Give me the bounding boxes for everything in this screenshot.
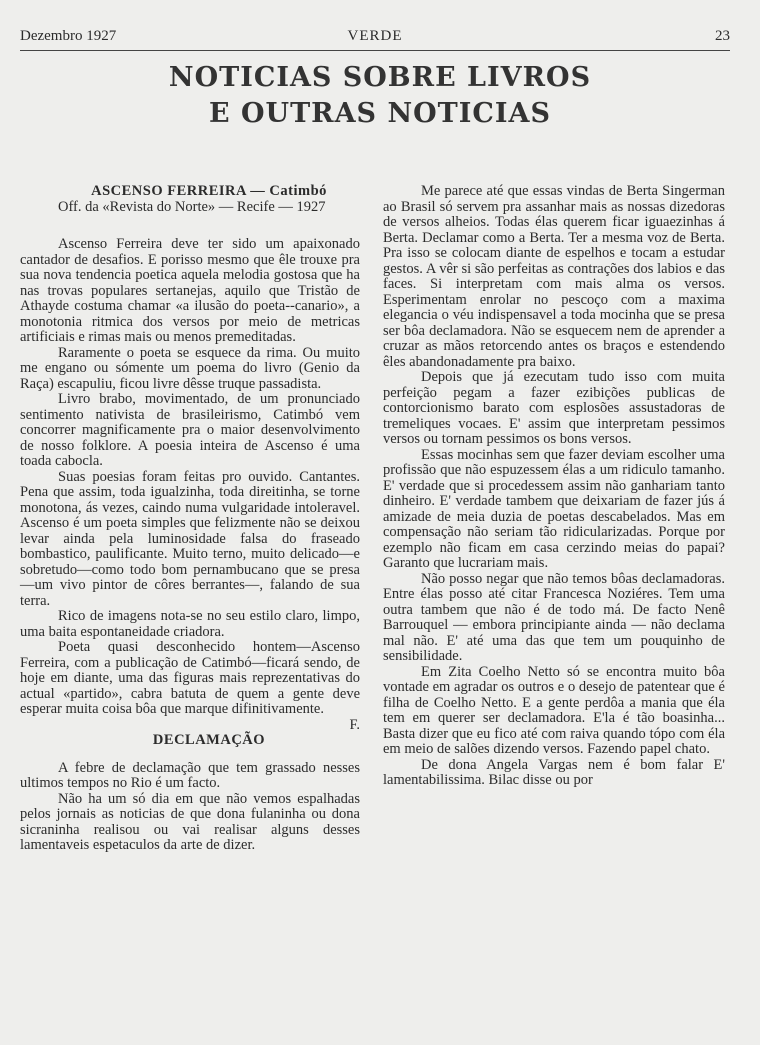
right-column — [383, 184, 725, 789]
title-line-2: E OUTRAS NOTICIAS — [209, 98, 551, 129]
review-paragraph: Livro brabo, movimentado, de um pronunciado sentimento nativista de brasileirismo, Catimbó vem concorrer magnificamente pra o maior desenvolvimento de nosso folklore. A poesia inteira de Ascenso é uma toada cabocla. — [20, 391, 360, 469]
running-head — [20, 26, 730, 51]
page-title — [0, 60, 760, 132]
declamacao-paragraph: Me parece até que essas vindas de Berta Singerman ao Brasil só servem pra assanhar mais as nossas dizedoras de versos alheios. Todas élas querem ficar iguaezinhas á Berta. Declamar como a Berta. Ter a mesma voz de Berta. Pra isso se colocam diante de espelhos e tocam a estudar gestos. A vêr si são perfeitas as contrações dos labios e das faces. Si interpretam com mais alma os versos. Esperimentam enrolar no pescoço com a maxima elegancia o véu indispensavel a toda mocinha que se presa ser bôa declamadora. Não se esquecem nem de aprender a cruzar as mãos retorcendo antes os braços e estendendo êles abandonadamente pra baixo. — [383, 183, 725, 370]
declamacao-paragraph: Não ha um só dia em que não vemos espalhadas pelos jornais as noticias de que dona fulaninha ou dona sicraninha realisou ou vai realisar alguns desses lamentaveis espetaculos da arte de dizer. — [20, 790, 360, 853]
review-paragraph: Raramente o poeta se esquece da rima. Ou muito me engano ou sómente um poema do livro (Genio da Raça) escapuliu, ficou livre dêsse truque passadista. — [20, 344, 360, 392]
declamacao-paragraph: Em Zita Coelho Netto só se encontra muito bôa vontade em agradar os outros e o desejo de patentear que é filha de Coelho Netto. E a gente perdôa a mania que éla tem em querer ser declamadora. E'la é tão boasinha... Basta dizer que eu fico até com raiva quando tópo com éla em meio de salões dizendo versos. Fazendo papel chato. — [383, 663, 725, 757]
declamacao-heading: DECLAMAÇÃO — [152, 732, 266, 748]
issue-date: Dezembro 1927 — [20, 28, 117, 44]
left-column — [20, 184, 360, 854]
review-paragraph: Suas poesias foram feitas pro ouvido. Cantantes. Pena que assim, toda igualzinha, toda direitinha, se torne monotona, ás vezes, caindo numa vulgaridade intoleravel. Ascenso é um poeta simples que felizmente não se deixou levar ainda pela luminosidade falsa do fraseado bombastico, paulificante. Muito terno, muito delicado—e sobretudo—como todo bom pernambucano que se presa —um vivo pintor de côres berrantes—, falando de sua terra. — [20, 468, 360, 609]
review-source: Off. da «Revista do Norte» — Recife — 1927 — [58, 198, 326, 215]
declamacao-paragraph: Depois que já ezecutam tudo isso com muita perfeição pegam a fazer ezibições publicas de contorcionismo barato com esplosões assustadoras de tremeliques vocaes. E' assim que interpretam pessimos versos ou tornam pessimos os bons versos. — [383, 369, 725, 447]
review-signature: F. — [349, 716, 360, 733]
declamacao-paragraph: Não posso negar que não temos bôas declamadoras. Entre élas posso até citar Francesca Noziéres. Tem uma outra tambem que não é de todo má. De facto Nenê Barrouquel — embora principiante ainda — não declama mal não. E' até uma das que tem um pouquinho de sensibilidade. — [383, 570, 725, 664]
page-number: 23 — [715, 28, 730, 44]
magazine-name: VERDE — [347, 28, 403, 44]
review-paragraph: Ascenso Ferreira deve ter sido um apaixonado cantador de desafios. E porisso mesmo que êle trouxe pra sua nova tendencia poetica aquela melodia gostosa que ha nas trovas populares sertanejas, aquilo que Tristão de Athayde costuma chamar «a ilusão do poeta--canario», a monotonia ritmica dos versos por meio de metricas artificiais e rimas mais ou menos premeditadas. — [20, 236, 360, 345]
title-line-1: NOTICIAS SOBRE LIVROS — [168, 62, 592, 93]
declamacao-paragraph: De dona Angela Vargas nem é bom falar E' lamentabilissima. Bilac disse ou por — [383, 756, 725, 788]
review-paragraph: Rico de imagens nota-se no seu estilo claro, limpo, uma baita espontaneidade criadora. — [20, 608, 360, 640]
review-heading: ASCENSO FERREIRA — Catimbó — [91, 183, 327, 199]
declamacao-paragraph: A febre de declamação que tem grassado nesses ultimos tempos no Rio é um facto. — [20, 759, 360, 791]
review-paragraph: Poeta quasi desconhecido hontem—Ascenso Ferreira, com a publicação de Catimbó—ficará sendo, de hoje em diante, uma das figuras mais reprezentativas do actual «partido», cabra batuta de quem a gente deve esperar muita coisa bôa que marque difinitivamente. — [20, 639, 360, 717]
declamacao-paragraph: Essas mocinhas sem que fazer deviam escolher uma profissão que não espuzessem élas a um ridiculo tamanho. E' verdade que si procedessem assim não ganhariam tanto dinheiro. E' verdade tambem que deixariam de fazer jús á amizade de meia duzia de poetas descabelados. Mas em compensação não seriam tão ridicularizadas. Porque por ezemplo não ficam em casa cerzindo meias do papai? Garanto que lucrariam mais. — [383, 446, 725, 571]
